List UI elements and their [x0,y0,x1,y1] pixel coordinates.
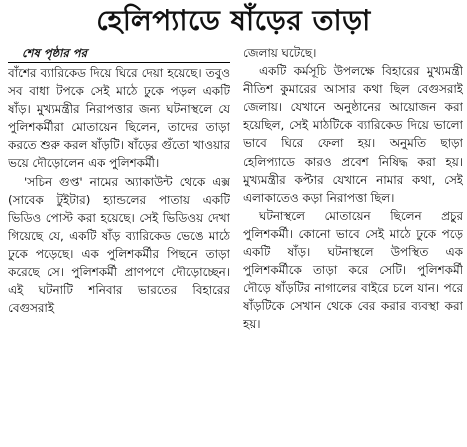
continued-label: শেষ পৃষ্ঠার পর [22,46,87,60]
paragraph: বাঁশের ব্যারিকেড দিয়ে ঘিরে দেয়া হয়েছে। তবুও সব বাধা টপকে সেই মাঠে ঢুকে পড়ল একটি ষাঁড়। মুখ্যমন্ত্রীর নিরাপত্তার জন্য ঘটনাস্থলে যে পুলিশকর্মীরা মোতায়েন ছিলেন, তাদের তাড়া করতে শুরু করল ষাঁড়টি। ষাঁড়ের গুঁতো খাওয়ার ভয়ে দৌড়োলেন এক পুলিশকর্মী। [8,66,230,171]
left-column [8,64,230,444]
paragraph: 'সচিন গুপ্ত' নামের অ্যাকাউন্ট থেকে এক্স (সাবেক টুইটার) হ্যান্ডলের পাতায় একটি ভিডিও পোস্ট করা হয়েছে। সেই ভিডিওয় দেখা গিয়েছে যে, একটি ষাঁড় ব্যারিকেড ভেঙে মাঠে ঢুকে পড়েছে। এক পুলিশকর্মীর পিছনে তাড়া করেছে সে। পুলিশকর্মী প্রাণপণে দৌড়োচ্ছেন। এই ঘটনাটি শনিবার ভারতের বিহারের বেগুসরাই [8,174,230,316]
headline: হেলিপ্যাডে ষাঁড়ের তাড়া [96,4,371,37]
paragraph: একটি কর্মসূচি উপলক্ষে বিহারের মুখ্যমন্ত্রী নীতিশ কুমারের আসার কথা ছিল বেগুসরাই জেলায়। যেখানে অনুষ্ঠানের আয়োজন করা হয়েছিল, সেই মাঠটিকে ব্যারিকেড দিয়ে ভালো ভাবে ঘিরে ফেলা হয়। অনুমতি ছাড়া হেলিপ্যাডে কারও প্রবেশ নিষিদ্ধ করা হয়। মুখ্যমন্ত্রীর কপ্টার যেখানে নামার কথা, সেই এলাকাতেও কড়া নিরাপত্তা ছিল। [243,64,463,205]
right-column [243,44,463,446]
paragraph: জেলায় ঘটেছে। [243,46,317,60]
divider-rule [8,62,230,63]
paragraph: ঘটনাস্থলে মোতায়েন ছিলেন প্রচুর পুলিশকর্মী। কোনো ভাবে সেই মাঠে ঢুকে পড়ে একটি ষাঁড়। ঘটনাস্থলে উপস্থিত এক পুলিশকর্মীকে তাড়া করে সেটি। পুলিশকর্মী দৌড়ে ষাঁড়টির নাগালের বাইরে চলে যান। পরে ষাঁড়টিকে সেখান থেকে বের করার ব্যবস্থা করা হয়। [243,208,463,332]
